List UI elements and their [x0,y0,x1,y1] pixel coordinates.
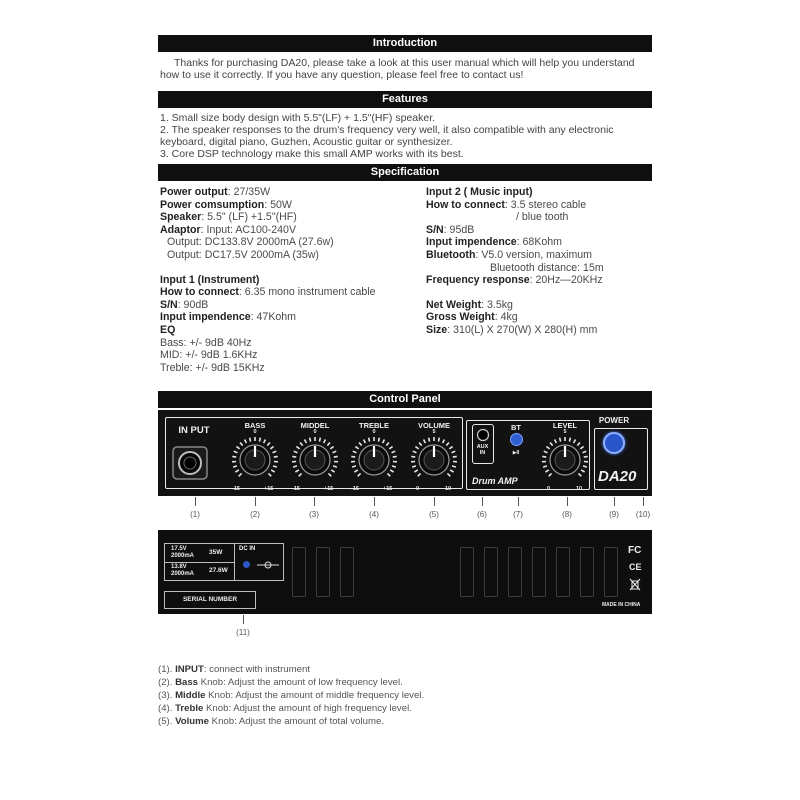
spec-label: Bluetooth [426,248,476,261]
control-legend [158,663,424,728]
spec-section-title: Input 1 (Instrument) [160,273,260,286]
spec-value: / blue tooth [516,211,569,224]
dc-in-label: DC IN [239,546,256,552]
knob-min-mark: 0 [416,486,420,492]
spec-left-column [160,186,376,374]
spec-label: S/N [426,223,444,236]
level-knob[interactable] [540,418,590,494]
weee-bin-icon [629,578,641,591]
middle-knob[interactable] [290,418,340,494]
control-panel-header: Control Panel [158,391,652,408]
vent-slot [532,547,546,597]
bass-knob[interactable] [230,418,280,494]
legend-item: (1). INPUT: connect with instrument [158,664,310,675]
spec-section-title: EQ [160,323,176,336]
legend-item: (4). Treble Knob: Adjust the amount of high frequency level. [158,703,412,714]
knob-dial-icon [290,435,340,485]
knob-dial-icon [349,435,399,485]
knob-center-mark: 5 [563,429,567,435]
knob-label: TREBLE [359,421,389,430]
rating-voltage: 17.5V [171,546,187,552]
spec-label: Size [426,323,448,336]
aux-in-jack[interactable] [472,424,494,464]
spec-label: Power comsumption [160,198,265,211]
rating-current: 2000mA [171,570,195,577]
spec-value: : Input: AC100-240V [200,223,297,236]
knob-center-mark: 0 [253,429,257,435]
aux-jack-icon [476,428,490,442]
callout-8: (8) [552,497,582,519]
spec-label: Net Weight [426,298,482,311]
spec-label: S/N [160,298,178,311]
volume-knob[interactable] [409,418,459,494]
vent-slot [604,547,618,597]
feature-item: 1. Small size body design with 5.5"(LF) + 1.5"(HF) speaker. [160,112,436,124]
spec-label: Power output [160,186,228,198]
spec-value: Bluetooth distance: 15m [490,261,604,274]
spec-label: Frequency response [426,274,530,287]
vent-slot [292,547,306,597]
dc-in-jack[interactable] [243,561,250,568]
serial-number-box: SERIAL NUMBER [164,591,256,609]
knob-max-mark: +15 [264,486,274,492]
knob-min-mark: -15 [232,486,240,492]
callout-4: (4) [359,497,389,519]
knob-center-mark: 0 [313,429,317,435]
input-jack-icon[interactable] [171,445,211,481]
features-header: Features [158,91,652,108]
spec-value: Treble: +/- 9dB 15KHz [160,361,265,374]
vent-slot [484,547,498,597]
vent-slot [460,547,474,597]
knob-max-mark: 10 [576,486,583,492]
bt-button[interactable] [510,433,523,446]
callout-1: (1) [180,497,210,519]
legend-item: (5). Volume Knob: Adjust the amount of total volume. [158,716,384,727]
play-pause-icon: ▶II [512,450,520,456]
spec-value: : V5.0 version, maximum [475,248,593,261]
spec-value: Output: DC17.5V 2000mA (35w) [167,248,319,261]
spec-value: : 20Hz—20KHz [529,274,603,287]
rating-current: 2000mA [171,552,195,559]
spec-value: : 50W [264,198,292,211]
rating-voltage: 13.8V [171,564,187,570]
knob-min-mark: -15 [351,486,359,492]
feature-item: 3. Core DSP technology make this small AMP works with its best. [160,148,464,160]
vent-slot [580,547,594,597]
bt-label: BT [511,423,521,432]
fcc-logo: FC [628,545,642,556]
spec-right-column [426,186,604,337]
knob-min-mark: -15 [292,486,300,492]
legend-item: (3). Middle Knob: Adjust the amount of middle frequency level. [158,690,425,701]
callout-5: (5) [419,497,449,519]
knob-dial-icon [540,435,590,485]
introduction-text: Thanks for purchasing DA20, please take a look at this user manual which will help you understand how to use it correctly. If you have any question, please feel free to contact us! [160,57,635,81]
callout-2: (2) [240,497,270,519]
vent-slot [316,547,330,597]
knob-center-mark: 0 [372,429,376,435]
spec-value: : 3.5kg [481,298,513,311]
knob-min-mark: 0 [547,486,551,492]
callout-11: (11) [228,615,258,637]
knob-max-mark: +15 [383,486,393,492]
callout-10: (10) [628,497,658,519]
spec-label: Input impendence [426,236,517,249]
spec-value: : 68Kohm [516,236,563,249]
knob-center-mark: 5 [432,429,436,435]
treble-knob[interactable] [349,418,399,494]
spec-label: Adaptor [160,223,201,236]
legend-item: (2). Bass Knob: Adjust the amount of low frequency level. [158,677,403,688]
vent-slot [556,547,570,597]
feature-item: 2. The speaker responses to the drum's frequency very well, it also compatible with any electronic keyboard, digital piano, Guzhen, Acoustic guitar or synthesizer. [160,124,614,148]
spec-value: : 310(L) X 270(W) X 280(H) mm [447,323,598,336]
made-in-label: MADE IN CHINA [602,602,641,608]
spec-value: : 6.35 mono instrument cable [238,286,376,299]
spec-label: How to connect [426,198,505,211]
rating-watt: 27.6W [209,567,228,574]
callout-6: (6) [467,497,497,519]
specification-header: Specification [158,164,652,181]
control-panel-front [158,410,652,496]
power-button[interactable] [603,432,625,454]
spec-value: : 3.5 stereo cable [504,198,587,211]
ce-logo: CE [629,562,642,572]
aux-label: AUX IN [476,444,489,456]
spec-value: Bass: +/- 9dB 40Hz [160,336,252,349]
spec-section-title: Input 2 ( Music input) [426,186,533,198]
spec-value: : 90dB [177,298,209,311]
spec-label: Input impendence [160,311,251,324]
features-list [160,112,652,160]
knob-max-mark: 10 [445,486,452,492]
dc-polarity-icon [255,559,281,571]
spec-value: MID: +/- 9dB 1.6KHz [160,349,258,362]
knob-dial-icon [409,435,459,485]
callout-9: (9) [599,497,629,519]
vent-slot [340,547,354,597]
callout-3: (3) [299,497,329,519]
rating-watt: 35W [209,549,223,556]
input-label: IN PUT [178,425,210,436]
spec-label: Speaker [160,211,202,224]
vent-slot [508,547,522,597]
drum-amp-label: Drum AMP [472,476,518,486]
power-label: POWER [598,416,630,425]
spec-value: Output: DC133.8V 2000mA (27.6w) [167,236,334,249]
spec-value: : 95dB [443,223,475,236]
spec-value: : 47Kohm [250,311,297,324]
knob-label: BASS [244,421,266,430]
callout-7: (7) [503,497,533,519]
introduction-header: Introduction [158,35,652,52]
spec-value: : 5.5" (LF) +1.5"(HF) [201,211,297,224]
knob-label: LEVEL [552,421,578,430]
spec-value: : 27/35W [227,186,271,198]
knob-max-mark: +15 [324,486,334,492]
spec-value: : 4kg [494,311,518,324]
knob-label: MIDDEL [300,421,330,430]
spec-label: Gross Weight [426,311,495,324]
knob-label: VOLUME [417,421,451,430]
model-logo: DA20 [598,468,637,485]
knob-dial-icon [230,435,280,485]
rear-panel [158,530,652,614]
spec-label: How to connect [160,286,239,299]
power-rating-box [164,543,284,581]
